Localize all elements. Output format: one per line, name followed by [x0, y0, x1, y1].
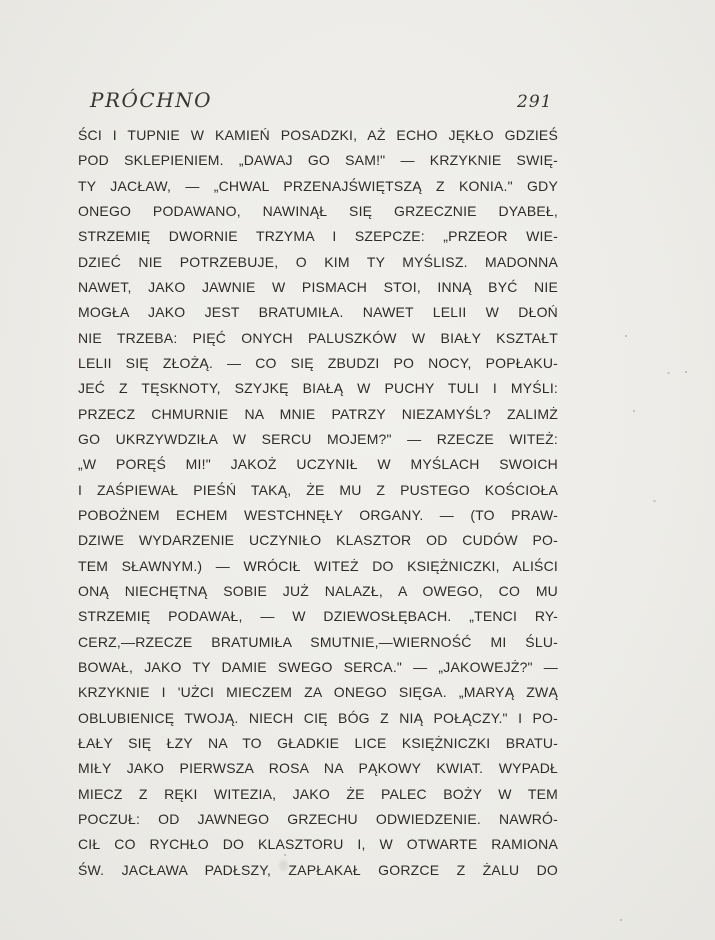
text-line: ŁAŁY SIĘ ŁZY NA TO GŁADKIE LICE KSIĘŻNICZKI BRATU- — [78, 734, 558, 751]
text-line: CERZ,—RZECZE BRATUMIŁA SMUTNIE,—WIERNOŚĆ MI ŚLU- — [78, 633, 558, 650]
text-line: TEM SŁAWNYM.) — WRÓCIŁ WITEŻ DO KSIĘŻNICZKI, ALIŚCI — [78, 557, 558, 574]
paper-speck — [653, 500, 656, 502]
text-line: NIE TRZEBA: PIĘĆ ONYCH PALUSZKÓW W BIAŁY KSZTAŁT — [78, 329, 558, 346]
text-line: MIŁY JAKO PIERWSZA ROSA NA PĄKOWY KWIAT. WYPADŁ — [78, 760, 558, 777]
text-line: OBLUBIENICĘ TWOJĄ. NIECH CIĘ BÓG Z NIĄ POŁĄCZY." I PO- — [78, 709, 558, 726]
text-line: GO UKRZYWDZIŁA W SERCU MOJEM?" — RZECZE WITEŻ: — [78, 430, 558, 447]
page-number: 291 — [517, 92, 553, 112]
text-line: MIECZ Z RĘKI WITEZIA, JAKO ŻE PALEC BOŻY W TEM — [78, 785, 558, 802]
text-line: STRZEMIĘ PODAWAŁ, — W DZIEWOSŁĘBACH. „TENCI RY- — [78, 608, 558, 625]
text-line: DZIWE WYDARZENIE UCZYNIŁO KLASZTOR OD CUDÓW PO- — [78, 532, 558, 549]
text-line: MOGŁA JAKO JEST BRATUMIŁA. NAWET LELII W DŁOŃ — [78, 304, 558, 321]
paper-speck — [685, 371, 687, 373]
text-line: PRZECZ CHMURNIE NA MNIE PATRZY NIEZAMYŚL? ZALIMŻ — [78, 405, 558, 422]
text-line: ONĄ NIECHĘTNĄ SOBIE JUŻ NALAZŁ, A OWEGO, CO MU — [78, 582, 558, 599]
text-line: KRZYKNIE I 'UŻCI MIECZEM ZA ONEGO SIĘGA. „MARYĄ ZWĄ — [78, 684, 558, 701]
paper-speck — [620, 919, 622, 921]
text-line: I ZAŚPIEWAŁ PIEŚŃ TAKĄ, ŻE MU Z PUSTEGO KOŚCIOŁA — [78, 481, 558, 498]
running-title: PRÓCHNO — [90, 88, 213, 112]
paper-speck — [633, 410, 635, 412]
text-line: BOWAŁ, JAKO TY DAMIE SWEGO SERCA." — „JAKOWEJŻ?" — — [78, 658, 558, 675]
text-line: NAWET, JAKO JAWNIE W PISMACH STOI, INNĄ BYĆ NIE — [78, 278, 558, 295]
text-line: LELII SIĘ ZŁOŻĄ. — CO SIĘ ZBUDZI PO NOCY, POPŁAKU- — [78, 354, 558, 371]
text-line: TY JACŁAW, — „CHWAL PRZENAJŚWIĘTSZĄ Z KONIA." GDY — [78, 177, 558, 194]
text-line: JEĆ Z TĘSKNOTY, SZYJKĘ BIAŁĄ W PUCHY TULI I MYŚLI: — [78, 380, 558, 397]
text-line: CIŁ CO RYCHŁO DO KLASZTORU I, W OTWARTE RAMIONA — [78, 836, 558, 853]
text-line: POD SKLEPIENIEM. „DAWAJ GO SAM!" — KRZYKNIE SWIĘ- — [78, 152, 558, 169]
text-line: POBOŻNEM ECHEM WESTCHNĘŁY ORGANY. — (TO PRAW- — [78, 506, 558, 523]
text-line: ŚCI I TUPNIE W KAMIEŃ POSADZKI, AŻ ECHO JĘKŁO GDZIEŚ — [78, 127, 558, 143]
paper-speck — [625, 335, 627, 337]
text-line: STRZEMIĘ DWORNIE TRZYMA I SZEPCZE: „PRZEOR WIE- — [78, 228, 558, 245]
text-line: POCZUŁ: OD JAWNEGO GRZECHU ODWIEDZENIE. NAWRÓ- — [78, 810, 558, 827]
text-line: ONEGO PODAWANO, NAWINĄŁ SIĘ GRZECZNIE DYABEŁ, — [78, 202, 558, 219]
paper-speck — [667, 372, 670, 374]
text-line: „W PORĘŚ MI!" JAKOŻ UCZYNIŁ W MYŚLACH SWOICH — [78, 456, 558, 473]
body-text — [78, 123, 558, 883]
text-line: ŚW. JACŁAWA PADŁSZY, ZAPŁAKAŁ GORZCE Z ŻALU DO — [78, 861, 558, 878]
text-line: DZIEĆ NIE POTRZEBUJE, O KIM TY MYŚLISZ. MADONNA — [78, 253, 558, 270]
